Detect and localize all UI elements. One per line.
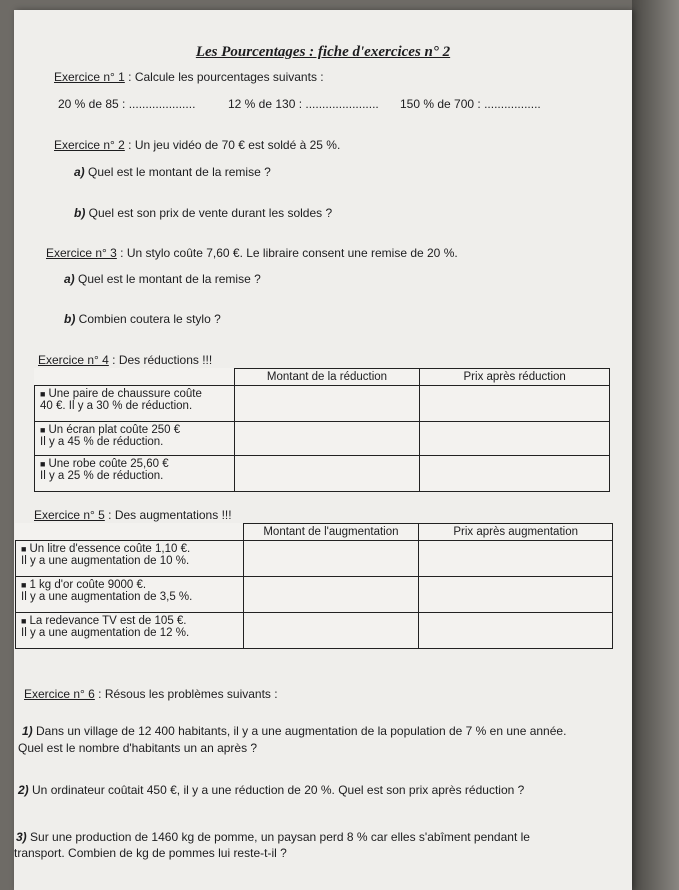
exercise-6-statement: : Résous les problèmes suivants : xyxy=(98,687,278,701)
exercise-2-label: Exercice n° 2 xyxy=(54,138,125,152)
page-title: Les Pourcentages : fiche d'exercices n° 2 xyxy=(195,44,451,60)
exercise-1-instruction: : Calcule les pourcentages suivants : xyxy=(128,70,324,84)
worksheet-page xyxy=(14,10,632,890)
bullet-icon: ■ xyxy=(21,544,27,554)
bullet-icon: ■ xyxy=(40,389,46,399)
bullet-icon: ■ xyxy=(40,459,46,469)
answer-cell[interactable] xyxy=(234,456,420,492)
answer-cell[interactable] xyxy=(419,613,613,649)
answer-cell[interactable] xyxy=(420,422,610,456)
column-header: Prix après augmentation xyxy=(419,524,613,541)
answer-cell[interactable] xyxy=(420,386,610,422)
augmentation-table xyxy=(15,523,613,649)
answer-cell[interactable] xyxy=(243,577,419,613)
answer-cell[interactable] xyxy=(234,386,420,422)
exercise-3-header xyxy=(46,246,458,260)
exercise-2-header xyxy=(54,138,340,152)
table-row-label: ■ La redevance TV est de 105 €. Il y a une augmentation de 12 %. xyxy=(16,613,244,649)
table-row-label: ■ Une paire de chaussure coûte 40 €. Il y a 30 % de réduction. xyxy=(35,386,235,422)
exercise-2-statement: : Un jeu vidéo de 70 € est soldé à 25 %. xyxy=(128,138,341,152)
table-row-label: ■ Un écran plat coûte 250 € Il y a 45 % de réduction. xyxy=(35,422,235,456)
exercise-3-statement: : Un stylo coûte 7,60 €. Le libraire consent une remise de 20 %. xyxy=(120,246,458,260)
answer-cell[interactable] xyxy=(243,541,419,577)
answer-cell[interactable] xyxy=(243,613,419,649)
exercise-6-header xyxy=(24,687,278,701)
exercise-1-item: 20 % de 85 : .................... xyxy=(58,97,196,111)
exercise-5-statement: : Des augmentations !!! xyxy=(108,508,232,522)
answer-cell[interactable] xyxy=(419,541,613,577)
problem-2-line: 2) Un ordinateur coûtait 450 €, il y a une réduction de 20 %. Quel est son prix après réduction ? xyxy=(18,783,525,797)
column-header: Montant de la réduction xyxy=(234,369,420,386)
exercise-5-header xyxy=(34,508,232,522)
background-shadow xyxy=(632,0,679,890)
table-row-label: ■ 1 kg d'or coûte 9000 €. Il y a une augmentation de 3,5 %. xyxy=(16,577,244,613)
exercise-4-label: Exercice n° 4 xyxy=(38,353,109,367)
exercise-3-question-a: a) Quel est le montant de la remise ? xyxy=(64,272,261,286)
exercise-1-item: 150 % de 700 : ................. xyxy=(400,97,541,111)
exercise-2-question-b: b) Quel est son prix de vente durant les soldes ? xyxy=(74,206,333,220)
exercise-1-header xyxy=(54,70,324,84)
column-header: Montant de l'augmentation xyxy=(243,524,419,541)
problem-1-question: Quel est le nombre d'habitants un an après ? xyxy=(18,741,258,755)
exercise-4-statement: : Des réductions !!! xyxy=(112,353,213,367)
problem-1-line: 1) Dans un village de 12 400 habitants, il y a une augmentation de la population de 7 % en une année. xyxy=(22,724,567,738)
exercise-3-label: Exercice n° 3 xyxy=(46,246,117,260)
column-header: Prix après réduction xyxy=(420,369,610,386)
answer-cell[interactable] xyxy=(419,577,613,613)
table-row-label: ■ Une robe coûte 25,60 € Il y a 25 % de réduction. xyxy=(35,456,235,492)
exercise-5-label: Exercice n° 5 xyxy=(34,508,105,522)
exercise-1-item: 12 % de 130 : ...................... xyxy=(228,97,379,111)
table-row-label: ■ Un litre d'essence coûte 1,10 €. Il y a une augmentation de 10 %. xyxy=(16,541,244,577)
table-corner xyxy=(35,369,235,386)
bullet-icon: ■ xyxy=(40,425,46,435)
reduction-table xyxy=(34,368,610,492)
exercise-2-question-a: a) Quel est le montant de la remise ? xyxy=(74,165,271,179)
table-corner xyxy=(16,524,244,541)
bullet-icon: ■ xyxy=(21,580,27,590)
problem-3-line: 3) Sur une production de 1460 kg de pomme, un paysan perd 8 % car elles s'abîment pendant le xyxy=(16,830,530,844)
exercise-6-label: Exercice n° 6 xyxy=(24,687,95,701)
answer-cell[interactable] xyxy=(234,422,420,456)
answer-cell[interactable] xyxy=(420,456,610,492)
exercise-3-question-b: b) Combien coutera le stylo ? xyxy=(64,312,221,326)
exercise-4-header xyxy=(38,353,212,367)
exercise-1-label: Exercice n° 1 xyxy=(54,70,125,84)
bullet-icon: ■ xyxy=(21,616,27,626)
problem-3-question: transport. Combien de kg de pommes lui reste-t-il ? xyxy=(14,846,287,860)
